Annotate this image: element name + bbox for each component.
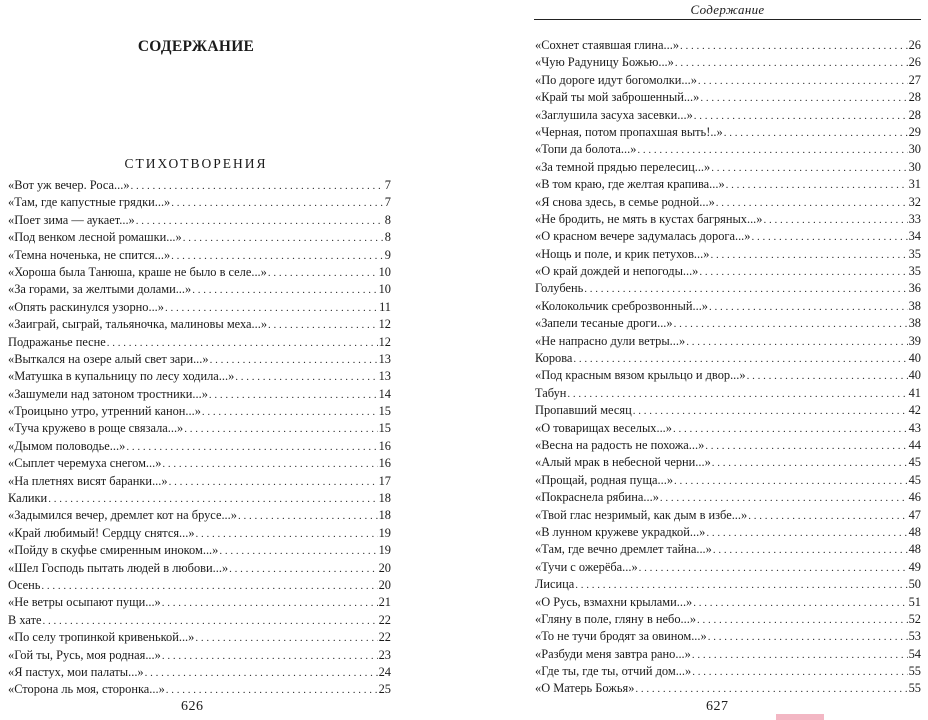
toc-entry	[8, 334, 391, 351]
toc-entry-page: 8	[384, 230, 391, 245]
toc-entry	[8, 281, 391, 298]
toc-entry	[8, 647, 391, 664]
toc-dot-leader	[694, 108, 908, 125]
toc-entry-title: В хате	[8, 612, 42, 627]
toc-entry	[8, 577, 391, 594]
toc-entry-page: 26	[908, 55, 921, 70]
toc-dot-leader	[637, 142, 907, 159]
toc-entry-title: «Матушка в купальницу по лесу ходила...»	[8, 369, 235, 384]
toc-entry-page: 40	[908, 351, 921, 366]
toc-entry-title: «Я пастух, мои палаты...»	[8, 664, 144, 679]
toc-dot-leader	[268, 317, 378, 334]
toc-entry-page: 49	[908, 559, 921, 574]
toc-entry-title: «Вот уж вечер. Роса...»	[8, 178, 130, 192]
toc-dot-leader	[692, 664, 907, 681]
toc-entry-title: «Под венком лесной ромашки...»	[8, 230, 182, 245]
toc-entry-title: «Хороша была Танюша, краше не было в селе...»	[8, 264, 267, 279]
toc-dot-leader	[712, 455, 908, 472]
toc-entry	[8, 212, 391, 229]
toc-entry-title: «О Русь, взмахни крылами...»	[535, 594, 693, 609]
toc-entry-title: «Не ветры осыпают пущи...»	[8, 595, 161, 610]
toc-dot-leader	[235, 369, 377, 386]
running-head: Содержание	[690, 2, 765, 17]
toc-entry	[8, 177, 391, 194]
toc-dot-leader	[567, 386, 907, 403]
toc-entry	[535, 385, 921, 402]
toc-entry-title: «Там, где капустные грядки...»	[8, 195, 171, 210]
toc-entry-title: «Я снова здесь, в семье родной...»	[535, 194, 715, 209]
toc-entry-page: 28	[908, 90, 921, 105]
toc-entry-title: «Выткался на озере алый свет зари...»	[8, 351, 209, 366]
toc-entry	[535, 628, 921, 645]
toc-entry-title: «Троицыно утро, утренний канон...»	[8, 404, 201, 419]
toc-dot-leader	[196, 526, 378, 543]
toc-dot-leader	[698, 73, 908, 90]
toc-entry-page: 29	[908, 124, 921, 139]
toc-entry-title: «Опять раскинулся узорно...»	[8, 299, 164, 314]
toc-dot-leader	[635, 681, 907, 698]
toc-dot-leader	[268, 265, 378, 282]
toc-entry	[535, 315, 921, 332]
toc-entry	[8, 368, 391, 385]
toc-dot-leader	[693, 595, 907, 612]
toc-entry-page: 22	[378, 612, 391, 627]
toc-entry-page: 36	[908, 281, 921, 296]
toc-entry-title: «Где ты, где ты, отчий дом...»	[535, 664, 692, 679]
toc-entry-title: «По селу тропинкой кривенькой...»	[8, 630, 195, 645]
toc-entry	[535, 54, 921, 71]
toc-entry	[8, 612, 391, 629]
toc-entry	[535, 524, 921, 541]
toc-entry-page: 48	[908, 542, 921, 557]
toc-entry	[8, 490, 391, 507]
toc-entry-page: 38	[908, 316, 921, 331]
toc-dot-leader	[716, 195, 908, 212]
toc-entry-page: 41	[908, 385, 921, 400]
toc-entry-title: «Топи да болота...»	[535, 142, 637, 157]
toc-entry	[535, 472, 921, 489]
toc-dot-leader	[202, 404, 378, 421]
toc-entry-title: Осень	[8, 577, 41, 592]
toc-entry	[535, 646, 921, 663]
toc-dot-leader	[171, 195, 384, 212]
toc-dot-leader	[724, 125, 908, 142]
page-number-right: 627	[706, 699, 729, 714]
toc-entry	[535, 107, 921, 124]
toc-dot-leader	[686, 334, 907, 351]
toc-dot-leader	[162, 648, 378, 665]
toc-entry-page: 15	[378, 421, 391, 436]
toc-entry-title: «Край ты мой заброшенный...»	[535, 90, 700, 105]
toc-entry-page: 15	[378, 404, 391, 419]
toc-entry-page: 39	[908, 333, 921, 348]
contents-title: СОДЕРЖАНИЕ	[137, 38, 255, 55]
toc-entry-page: 18	[378, 508, 391, 523]
toc-entry	[535, 454, 921, 471]
toc-dot-leader	[169, 474, 378, 491]
toc-dot-leader	[639, 560, 908, 577]
toc-entry-page: 11	[379, 299, 391, 314]
toc-dot-leader	[709, 299, 908, 316]
toc-entry-title: «В лунном кружеве украдкой...»	[535, 524, 706, 539]
toc-entry-page: 22	[378, 630, 391, 645]
toc-dot-leader	[699, 264, 907, 281]
toc-dot-leader	[192, 282, 377, 299]
running-head-rule	[534, 19, 921, 20]
toc-entry-page: 28	[908, 107, 921, 122]
toc-entry-page: 27	[908, 72, 921, 87]
toc-entry-title: Подражанье песне	[8, 334, 106, 349]
toc-entry-page: 42	[908, 403, 921, 418]
toc-entry-title: Голубень	[535, 281, 584, 296]
toc-entry	[535, 507, 921, 524]
toc-entry-page: 25	[378, 682, 391, 697]
toc-dot-leader	[229, 561, 377, 578]
toc-entry	[535, 594, 921, 611]
toc-entry-page: 12	[378, 317, 391, 332]
toc-entry-page: 34	[908, 229, 921, 244]
toc-entry-title: «Весна на радость не похожа...»	[535, 437, 705, 452]
toc-entry	[8, 594, 391, 611]
toc-entry	[535, 611, 921, 628]
toc-entry	[535, 541, 921, 558]
toc-dot-leader	[41, 578, 377, 595]
toc-entry-title: Корова	[535, 351, 573, 366]
toc-entry-page: 47	[908, 507, 921, 522]
toc-entry-title: «Туча кружево в роще связала...»	[8, 421, 184, 436]
toc-entry-title: «Алый мрак в небесной черни...»	[535, 455, 711, 470]
toc-entry-page: 51	[908, 594, 921, 609]
toc-entry	[535, 159, 921, 176]
toc-dot-leader	[107, 335, 378, 352]
toc-entry	[8, 386, 391, 403]
toc-entry-title: «Нощь и поле, и крик петухов...»	[535, 246, 710, 261]
toc-dot-leader	[184, 421, 377, 438]
toc-entry-title: Табун	[535, 385, 567, 400]
toc-dot-leader	[126, 439, 377, 456]
toc-dot-leader	[633, 403, 908, 420]
toc-entry-page: 30	[908, 159, 921, 174]
toc-dot-leader	[131, 178, 384, 195]
toc-dot-leader	[660, 490, 908, 507]
toc-entry-title: «Покраснела рябина...»	[535, 490, 659, 505]
toc-dot-leader	[697, 612, 908, 629]
toc-entry	[535, 576, 921, 593]
toc-entry-title: «Под красным вязом крыльцо и двор...»	[535, 368, 746, 383]
toc-dot-leader	[195, 630, 377, 647]
toc-dot-leader	[162, 456, 377, 473]
toc-entry-title: «Пойду в скуфье смиренным иноком...»	[8, 543, 219, 558]
toc-entry-title: «То не тучи бродят за овином...»	[535, 629, 707, 644]
toc-entry-title: «Гой ты, Русь, моя родная...»	[8, 647, 161, 662]
toc-dot-leader	[751, 229, 907, 246]
toc-entry-title: «Темна ноченька, не спится...»	[8, 247, 171, 262]
toc-entry	[8, 403, 391, 420]
toc-entry-page: 52	[908, 611, 921, 626]
toc-entry-page: 43	[908, 420, 921, 435]
toc-dot-leader	[183, 230, 384, 247]
toc-entry	[535, 367, 921, 384]
toc-dot-leader	[710, 247, 907, 264]
toc-entry-page: 46	[908, 490, 921, 505]
toc-entry-title: «Колокольчик среброзвонный...»	[535, 298, 708, 313]
toc-dot-leader	[171, 248, 384, 265]
toc-entry	[535, 228, 921, 245]
toc-entry	[8, 455, 391, 472]
toc-entry-title: Пропавший месяц	[535, 403, 632, 418]
toc-dot-leader	[700, 90, 907, 107]
toc-entry-title: «Твой глас незримый, как дым в избе...»	[535, 507, 748, 522]
toc-entry-page: 21	[378, 595, 391, 610]
toc-entry	[8, 681, 391, 698]
toc-entry-title: «Не напрасно дули ветры...»	[535, 333, 686, 348]
toc-dot-leader	[706, 525, 907, 542]
toc-entry-title: «Дымом половодье...»	[8, 438, 126, 453]
toc-entry-title: «По дороге идут богомолки...»	[535, 72, 697, 87]
toc-entry-page: 30	[908, 142, 921, 157]
toc-entry-title: «Край любимый! Сердцу снятся...»	[8, 525, 195, 540]
toc-entry-title: «Гляну в поле, гляну в небо...»	[535, 611, 697, 626]
toc-dot-leader	[748, 508, 907, 525]
toc-entry-page: 45	[908, 455, 921, 470]
toc-dot-leader	[708, 629, 908, 646]
toc-dot-leader	[673, 421, 908, 438]
toc-entry	[535, 437, 921, 454]
toc-entry-page: 13	[378, 369, 391, 384]
toc-entry-page: 35	[908, 246, 921, 261]
toc-dot-leader	[43, 613, 378, 630]
toc-dot-leader	[747, 368, 908, 385]
toc-entry-page: 31	[908, 177, 921, 192]
toc-dot-leader	[573, 351, 907, 368]
toc-entry-title: «Тучи с ожерёба...»	[535, 559, 638, 574]
toc-dot-leader	[165, 300, 378, 317]
toc-entry-page: 45	[908, 472, 921, 487]
toc-entry	[535, 141, 921, 158]
toc-entry-title: «Запели тесаные дроги...»	[535, 316, 673, 331]
toc-dot-leader	[692, 647, 908, 664]
toc-dot-leader	[136, 213, 384, 230]
toc-entry-title: «Шел Господь пытать людей в любови...»	[8, 560, 229, 575]
right-page	[464, 0, 928, 720]
toc-entry-title: «Сыплет черемуха снегом...»	[8, 456, 162, 471]
toc-entry-page: 17	[378, 473, 391, 488]
toc-dot-leader	[763, 212, 907, 229]
toc-entry	[535, 246, 921, 263]
toc-entry-page: 48	[908, 524, 921, 539]
toc-dot-leader	[711, 160, 907, 177]
toc-entry-title: «О Матерь Божья»	[535, 681, 635, 696]
toc-entry-page: 20	[378, 577, 391, 592]
toc-entry-title: «Зашумели над затоном тростники...»	[8, 386, 208, 401]
toc-entry-page: 7	[384, 178, 391, 192]
toc-entry-page: 26	[908, 38, 921, 52]
toc-list-right	[535, 37, 921, 698]
toc-entry	[8, 351, 391, 368]
toc-entry-page: 53	[908, 629, 921, 644]
toc-entry-page: 14	[378, 386, 391, 401]
toc-entry	[8, 316, 391, 333]
toc-dot-leader	[162, 595, 378, 612]
toc-entry	[535, 72, 921, 89]
toc-entry-title: «В том краю, где желтая крапива...»	[535, 177, 725, 192]
toc-entry	[535, 333, 921, 350]
page-edge-mark	[776, 714, 824, 720]
toc-entry-page: 40	[908, 368, 921, 383]
toc-entry-title: «О красном вечере задумалась дорога...»	[535, 229, 751, 244]
toc-dot-leader	[705, 438, 907, 455]
toc-dot-leader	[166, 682, 378, 699]
toc-entry	[535, 263, 921, 280]
toc-entry-page: 44	[908, 437, 921, 452]
page-number-left: 626	[181, 699, 204, 714]
toc-entry-page: 50	[908, 577, 921, 592]
toc-entry-page: 16	[378, 456, 391, 471]
toc-entry-title: «Прощай, родная пуща...»	[535, 472, 674, 487]
toc-entry-title: «Разбуди меня завтра рано...»	[535, 646, 691, 661]
toc-dot-leader	[209, 387, 378, 404]
toc-entry-page: 10	[378, 282, 391, 297]
toc-entry-title: «За темной прядью перелесиц...»	[535, 159, 711, 174]
toc-entry	[535, 176, 921, 193]
toc-entry-page: 38	[908, 298, 921, 313]
toc-entry-title: «О товарищах веселых...»	[535, 420, 672, 435]
toc-entry	[535, 559, 921, 576]
toc-dot-leader	[145, 665, 378, 682]
toc-entry-page: 16	[378, 438, 391, 453]
toc-entry-title: «Там, где вечно дремлет тайна...»	[535, 542, 712, 557]
toc-entry	[535, 280, 921, 297]
toc-entry-page: 20	[378, 560, 391, 575]
toc-entry-page: 13	[378, 351, 391, 366]
toc-entry	[535, 37, 921, 54]
toc-entry	[8, 438, 391, 455]
toc-entry-page: 54	[908, 646, 921, 661]
toc-dot-leader	[680, 38, 908, 55]
toc-entry-page: 7	[384, 195, 391, 210]
toc-entry-title: «Не бродить, не мять в кустах багряных...»	[535, 211, 763, 226]
toc-dot-leader	[584, 281, 907, 298]
toc-dot-leader	[675, 55, 908, 72]
toc-entry	[8, 247, 391, 264]
toc-entry	[535, 402, 921, 419]
toc-entry	[8, 194, 391, 211]
toc-entry-title: «Задымился вечер, дремлет кот на брусе...»	[8, 508, 237, 523]
toc-entry	[8, 507, 391, 524]
toc-entry-page: 33	[908, 211, 921, 226]
toc-dot-leader	[210, 352, 378, 369]
toc-entry-title: «Заглушила засуха засевки...»	[535, 107, 693, 122]
toc-entry	[535, 350, 921, 367]
toc-dot-leader	[726, 177, 908, 194]
toc-entry	[8, 664, 391, 681]
toc-entry	[8, 420, 391, 437]
toc-entry-title: Калики	[8, 491, 48, 506]
toc-dot-leader	[575, 577, 907, 594]
toc-entry	[535, 89, 921, 106]
toc-dot-leader	[713, 542, 908, 559]
toc-entry-page: 35	[908, 264, 921, 279]
toc-entry-page: 19	[378, 543, 391, 558]
toc-entry	[535, 298, 921, 315]
toc-entry-title: Лисица	[535, 577, 575, 592]
toc-entry-page: 32	[908, 194, 921, 209]
toc-entry	[8, 229, 391, 246]
toc-dot-leader	[674, 316, 908, 333]
toc-entry	[535, 663, 921, 680]
toc-entry-title: «Черная, потом пропахшая выть!..»	[535, 124, 723, 139]
toc-entry-page: 10	[378, 264, 391, 279]
toc-entry	[535, 680, 921, 697]
toc-entry-title: «Сохнет стаявшая глина...»	[535, 38, 680, 52]
toc-entry	[8, 629, 391, 646]
toc-dot-leader	[238, 508, 378, 525]
toc-entry	[535, 420, 921, 437]
toc-entry	[8, 264, 391, 281]
toc-entry-page: 18	[378, 491, 391, 506]
toc-entry-page: 24	[378, 664, 391, 679]
toc-entry	[535, 211, 921, 228]
toc-entry	[535, 124, 921, 141]
toc-entry-title: «О край дождей и непогоды...»	[535, 264, 699, 279]
toc-entry-title: «На плетнях висят баранки...»	[8, 473, 168, 488]
toc-entry-page: 23	[378, 647, 391, 662]
toc-entry-page: 55	[908, 681, 921, 696]
toc-entry-title: «Сторона ль моя, сторонка...»	[8, 682, 165, 697]
toc-entry-page: 19	[378, 525, 391, 540]
toc-entry-title: «Поет зима — аукает...»	[8, 212, 135, 227]
section-title: СТИХОТВОРЕНИЯ	[124, 156, 268, 171]
toc-entry-title: «Чую Радуницу Божью...»	[535, 55, 674, 70]
toc-dot-leader	[219, 543, 377, 560]
toc-list-left	[8, 177, 391, 699]
toc-entry	[8, 525, 391, 542]
toc-dot-leader	[48, 491, 377, 508]
toc-entry	[8, 299, 391, 316]
toc-entry	[8, 473, 391, 490]
toc-entry-page: 9	[384, 247, 391, 262]
toc-entry-page: 55	[908, 664, 921, 679]
toc-entry	[535, 194, 921, 211]
toc-dot-leader	[674, 473, 908, 490]
toc-entry-page: 8	[384, 212, 391, 227]
toc-entry-title: «За горами, за желтыми долами...»	[8, 282, 192, 297]
toc-entry-title: «Заиграй, сыграй, тальяночка, малиновы меха...»	[8, 317, 268, 332]
toc-entry-page: 12	[378, 334, 391, 349]
toc-entry	[8, 542, 391, 559]
toc-entry	[535, 489, 921, 506]
toc-entry	[8, 560, 391, 577]
